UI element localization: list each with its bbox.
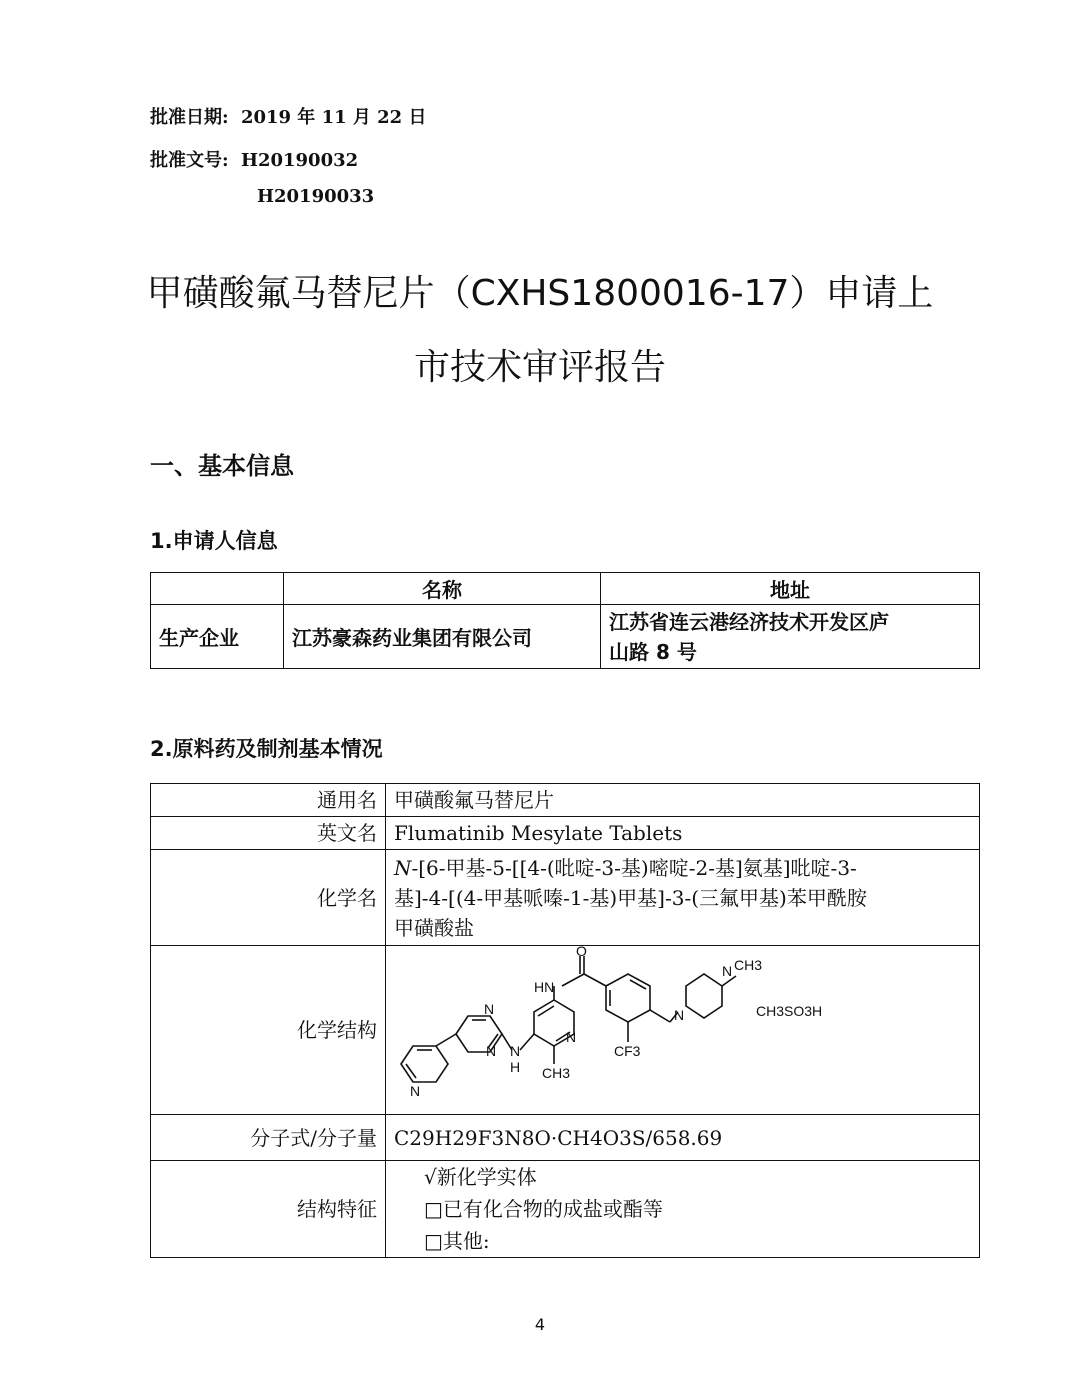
atom-n-piperazine: N bbox=[722, 963, 733, 979]
feature-options bbox=[386, 1161, 980, 1258]
feature-option-other: □其他: bbox=[424, 1229, 490, 1253]
feature-option-new-entity: √新化学实体 bbox=[424, 1165, 537, 1189]
feature-label: 结构特征 bbox=[151, 1161, 386, 1258]
address-line1: 江苏省连云港经济技术开发区庐 bbox=[609, 609, 889, 634]
chemical-name-label: 化学名 bbox=[151, 850, 386, 946]
structure-label: 化学结构 bbox=[151, 946, 386, 1115]
approval-date bbox=[150, 103, 426, 129]
atom-n-pyrimidine-1: N bbox=[484, 1001, 495, 1017]
formula-label: 分子式/分子量 bbox=[151, 1115, 386, 1161]
col-name-header: 名称 bbox=[284, 573, 601, 605]
subheading-applicant: 1.申请人信息 bbox=[150, 529, 278, 553]
approval-number-2: H20190033 bbox=[257, 186, 375, 207]
approval-number-1: H20190032 bbox=[240, 150, 359, 171]
atom-n-pyridine-ring: N bbox=[566, 1029, 577, 1045]
approval-date-value: 2019 年 11 月 22 日 bbox=[240, 107, 427, 128]
page-number: 4 bbox=[534, 1315, 546, 1334]
chemical-name-line3: 甲磺酸盐 bbox=[394, 915, 474, 940]
atom-n-linker: N bbox=[510, 1043, 521, 1059]
report-title-line2: 市技术审评报告 bbox=[413, 347, 666, 388]
chemical-name-line1: -[6-甲基-5-[[4-(吡啶-3-基)嘧啶-2-基]氨基]吡啶-3- bbox=[411, 855, 857, 880]
feature-option-salt-ester: □已有化合物的成盐或酯等 bbox=[424, 1197, 663, 1221]
address-line2: 山路 8 号 bbox=[609, 639, 697, 664]
english-name-label: 英文名 bbox=[151, 817, 386, 850]
chemical-structure-diagram bbox=[386, 946, 976, 1106]
chemical-name-value bbox=[386, 850, 980, 946]
company-address bbox=[601, 605, 980, 669]
applicant-table bbox=[150, 572, 980, 669]
english-name-value: Flumatinib Mesylate Tablets bbox=[386, 817, 980, 850]
chemical-name-italic-n: N bbox=[394, 855, 412, 880]
approval-number-label: 批准文号: bbox=[150, 150, 229, 171]
structure-cell bbox=[386, 946, 980, 1115]
structure-atoms bbox=[410, 946, 822, 1099]
approval-date-label: 批准日期: bbox=[150, 107, 229, 128]
row-label-manufacturer: 生产企业 bbox=[151, 605, 284, 669]
drug-info-table bbox=[150, 783, 980, 1258]
atom-n-pyridine: N bbox=[410, 1083, 421, 1099]
atom-ch3-piperazine: CH3 bbox=[734, 957, 763, 973]
atom-ch3-pyridine: CH3 bbox=[542, 1065, 571, 1081]
subheading-drug-info: 2.原料药及制剂基本情况 bbox=[150, 737, 383, 761]
generic-name-value: 甲磺酸氟马替尼片 bbox=[386, 784, 980, 817]
atom-cf3: CF3 bbox=[614, 1043, 641, 1059]
atom-o: O bbox=[576, 946, 587, 959]
salt-label: CH3SO3H bbox=[756, 1003, 823, 1019]
section-heading-basic-info: 一、基本信息 bbox=[150, 452, 294, 480]
atom-h-linker: H bbox=[510, 1059, 521, 1075]
molecular-formula: C29H29F3N8O·CH4O3S/658.69 bbox=[386, 1115, 980, 1161]
generic-name-label: 通用名 bbox=[151, 784, 386, 817]
col-address-header: 地址 bbox=[601, 573, 980, 605]
atom-hn: HN bbox=[534, 979, 555, 995]
atom-n-pyrimidine-2: N bbox=[486, 1043, 497, 1059]
approval-number bbox=[150, 146, 358, 172]
company-name: 江苏豪森药业集团有限公司 bbox=[284, 605, 601, 669]
applicant-table-corner bbox=[151, 573, 284, 605]
structure-bonds bbox=[401, 956, 736, 1082]
chemical-name-line2: 基]-4-[(4-甲基哌嗪-1-基)甲基]-3-(三氟甲基)苯甲酰胺 bbox=[394, 885, 867, 910]
report-title-line1: 甲磺酸氟马替尼片（CXHS1800016-17）申请上 bbox=[146, 273, 934, 314]
atom-n-piperazine-2: N bbox=[674, 1007, 685, 1023]
